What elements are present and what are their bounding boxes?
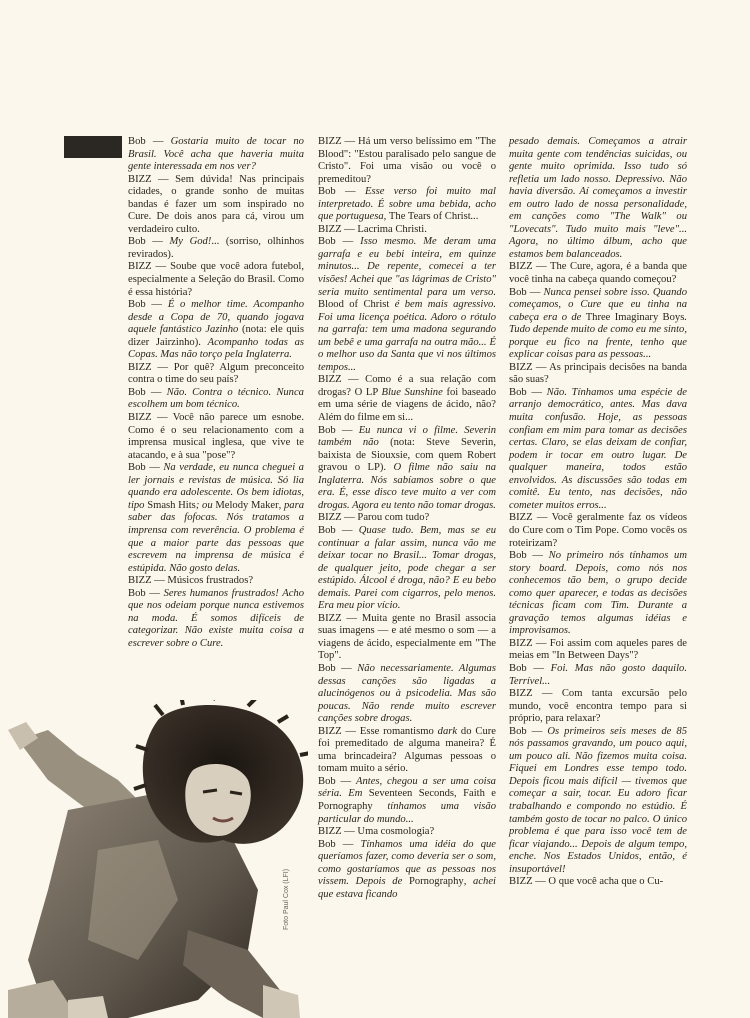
text: Bob — bbox=[509, 550, 549, 562]
musician-photo bbox=[8, 700, 308, 1018]
text: Bob — bbox=[128, 136, 171, 147]
paragraph bbox=[509, 688, 687, 726]
italic-text: Quase tudo. Bem, mas se eu continuar a falar assim, nunca vão me deixar tocar no Brasil... Tomar drogas, de qualquer jeito, pode chegar a ser estúpido. Álcool é droga, não? E eu bebo demais. Parei com cigarros, pelo menos. Era meu pior vício. bbox=[318, 524, 496, 612]
text: Melody Maker bbox=[215, 499, 279, 511]
italic-text: Blue Sunshine bbox=[381, 386, 443, 398]
paragraph bbox=[318, 776, 496, 826]
italic-text: Isso mesmo. Me deram uma garrafa e eu bebi inteira, em quinze minutos... De repente, comecei a ter visões! Achei que "as lágrimas de Cristo" seria muito sentimental para um verso. bbox=[318, 236, 496, 298]
italic-text: Não. Contra o técnico. Nunca escolhem um bom técnico. bbox=[128, 386, 304, 411]
photo-credit: Foto Paul Cox (LFI) bbox=[283, 868, 290, 930]
text: BIZZ — Soube que você adora futebol, especialmente a Seleção do Brasil. Como é essa história? bbox=[128, 261, 304, 298]
text: Seventeen Seconds, Faith e Pornography bbox=[318, 788, 496, 812]
paragraph bbox=[318, 613, 496, 663]
paragraph bbox=[318, 525, 496, 613]
paragraph bbox=[509, 550, 687, 638]
text: BIZZ — Com tanta excursão pelo mundo, você encontra tempo para si próprio, para relaxar? bbox=[509, 688, 687, 725]
text: (nota: Steve Severin, baixista de Siouxsie, com quem Robert gravou o LP). bbox=[318, 437, 496, 474]
section-tab-mark bbox=[64, 136, 122, 158]
paragraph bbox=[509, 136, 687, 261]
text: Bob — bbox=[128, 462, 164, 474]
text-column-2 bbox=[318, 136, 496, 901]
paragraph bbox=[509, 876, 687, 889]
italic-text: ... bbox=[470, 211, 479, 223]
text: Bob — bbox=[318, 524, 359, 536]
text-column-1 bbox=[128, 136, 304, 650]
paragraph bbox=[318, 224, 496, 237]
italic-text: Na verdade, eu nunca cheguei a ler jornais e revistas de música. Só lia quando era adolescente. Os bem idiotas, tipo bbox=[128, 462, 304, 511]
italic-text: é bem mais agressivo. Foi uma licença poética. Adoro o rótulo na garrafa: tem uma madona segurando um bebê e uma garrafa na outra mão... É o melhor uso da Santa que vi nos últimos tempos... bbox=[318, 299, 496, 373]
text: BIZZ — As principais decisões na banda são suas? bbox=[509, 361, 687, 386]
paragraph bbox=[128, 588, 304, 651]
text: BIZZ — The Cure, agora, é a banda que você tinha na cabeça quando começou? bbox=[509, 261, 687, 286]
paragraph bbox=[509, 512, 687, 550]
text: Bob — bbox=[318, 775, 356, 787]
italic-text: O filme não saiu na Inglaterra. Nós sabíamos sobre o que era. É, esse disco teve muito a ver com drogas. Agora eu tento não tomar drogas. bbox=[318, 462, 496, 511]
text: BIZZ — Lacrima Christi. bbox=[318, 223, 427, 235]
paragraph bbox=[509, 287, 687, 362]
paragraph bbox=[318, 663, 496, 726]
paragraph bbox=[128, 462, 304, 575]
text: BIZZ — Uma cosmologia? bbox=[318, 826, 435, 838]
text: Bob — bbox=[509, 662, 551, 674]
text: Pornography bbox=[408, 876, 464, 888]
italic-text: Esse verso foi muito mal interpretado. É sobre uma bebida, acho que portuguesa, bbox=[318, 186, 496, 223]
paragraph bbox=[318, 425, 496, 513]
text: BIZZ — Músicos frustrados? bbox=[128, 575, 254, 587]
italic-text: Seres humanos frustrados! Acho que nos odeiam porque nunca estivemos na moda. É somos difíceis de categorizar. Não existe muita coisa a escrever sobre o Cure. bbox=[128, 587, 304, 649]
italic-text: Eu nunca vi o filme. Severin também não bbox=[318, 424, 496, 449]
paragraph bbox=[128, 362, 304, 387]
text: Bob — bbox=[128, 299, 168, 311]
italic-text: ; ou bbox=[195, 499, 216, 511]
paragraph bbox=[509, 638, 687, 663]
paragraph bbox=[318, 186, 496, 224]
text: The Tears of Christ bbox=[388, 211, 471, 223]
paragraph bbox=[318, 236, 496, 374]
paragraph bbox=[318, 136, 496, 186]
italic-text: Os primeiros seis meses de 85 nós passamos gravando, um pouco aqui, um pouco ali. Não fizemos muita coisa. Fiquei em Londres esse tempo todo. Depois ficou mais difícil — tivemos que começar a sair, tocar. Eu adoro ficar trabalhando e compondo no estúdio. É também gosto de tocar no palco. O único problema é que para isso você tem de ficar viajando... Depois de algum tempo, enche. Nos Estados Unidos, então, é insuportável! bbox=[509, 725, 687, 875]
text: Bob — bbox=[128, 587, 164, 599]
text: BIZZ — Há um verso belíssimo em "The Blood": "Estou paralisado pelo sangue de Cristo". Foi uma visão ou você o premeditou? bbox=[318, 136, 496, 185]
italic-text: Não. Tínhamos uma espécie de arranjo democrático, antes. Mas dava muita confusão. Hoje, as pessoas confiam em mim para tomar as decisões certas. Claro, se elas deixam de confiar, podem ir tocar em outro lugar. De qualquer maneira, todos estão envolvidos. As discussões são todas em comitê. Eu tento, nas decisões, não cometer muitos erros... bbox=[509, 386, 687, 511]
text: BIZZ — Muita gente no Brasil associa suas imagens — e até mesmo o som — a viagens de ácido, especialmente em "The Top". bbox=[318, 612, 496, 662]
italic-text: Nunca pensei sobre isso. Quando começamos, o Cure que eu tinha na cabeça era o de bbox=[509, 286, 687, 323]
italic-text: Gostaria muito de tocar no Brasil. Você acha que haveria muita gente interessada em nos ver? bbox=[128, 136, 304, 173]
text: BIZZ — Você não parece um esnobe. Como é o seu relacionamento com a imprensa musical inglesa, que vive te atacando, e à sua "pose"? bbox=[128, 412, 304, 461]
paragraph bbox=[318, 512, 496, 525]
paragraph bbox=[509, 663, 687, 688]
text: BIZZ — O que você acha que o Cu- bbox=[509, 876, 664, 888]
italic-text: dark bbox=[437, 725, 458, 737]
text: Bob — bbox=[509, 386, 547, 398]
paragraph bbox=[509, 261, 687, 286]
text: foi baseado em uma série de viagens de ácido, não? Além do filme em si... bbox=[318, 386, 496, 424]
paragraph bbox=[128, 261, 304, 299]
text: BIZZ — Esse romantismo bbox=[318, 725, 438, 737]
text: Bob — bbox=[318, 424, 359, 436]
paragraph bbox=[128, 174, 304, 237]
paragraph bbox=[128, 387, 304, 412]
italic-text: pesado demais. Começamos a atrair muita gente com tendências suicidas, ou gente muito oprimida. Isso tudo só refletia um lado nosso. Depressivo. Não havia diversão. Aí começamos a investir em outro lado de nossa personalidade, em canções como "The Walk" ou "Lovecats". Tudo muito mais "leve"... Agora, no último álbum, acho que estamos bem balanceados. bbox=[509, 136, 687, 260]
italic-text: Foi. Mas não gosto daquilo. Terrível... bbox=[509, 662, 687, 687]
text-column-3 bbox=[509, 136, 687, 889]
italic-text: My God! bbox=[169, 236, 212, 248]
paragraph bbox=[509, 387, 687, 512]
paragraph bbox=[128, 236, 304, 261]
paragraph bbox=[128, 136, 304, 174]
paragraph bbox=[128, 299, 304, 362]
text: Three Imaginary Boys bbox=[585, 311, 685, 323]
italic-text: . Tudo depende muito de como eu me sinto, porque eu fico na frente, tenho que explicar coisas para as pessoas... bbox=[509, 311, 687, 361]
paragraph bbox=[318, 374, 496, 424]
text: do Cure foi premeditado de alguma maneira? É uma brincadeira? Algumas pessoas o tomam muito a sério. bbox=[318, 725, 496, 775]
text: BIZZ — Como é a sua relação com drogas? O LP bbox=[318, 374, 496, 398]
paragraph bbox=[509, 362, 687, 387]
text: Bob — bbox=[318, 186, 365, 198]
paragraph bbox=[509, 726, 687, 877]
text: Bob — bbox=[318, 236, 361, 248]
italic-text: É o melhor time. Acompanho desde a Copa de 70, quando jogava aquele fantástico Jazinho bbox=[128, 299, 304, 336]
italic-text: tínhamos uma visão particular do mundo... bbox=[318, 800, 496, 825]
italic-text: No primeiro nós tínhamos um story board. Depois, como nós nos conhecemos tão bem, o grupo decide como quer aparecer, e todas as decisões técnicas ficam com Tim. Durante a gravação temos algumas idéias e improvisamos. bbox=[509, 550, 687, 637]
paragraph bbox=[318, 826, 496, 839]
text: Bob — bbox=[509, 286, 544, 298]
text: Bob — bbox=[318, 662, 358, 674]
text: Bob — bbox=[318, 838, 361, 850]
italic-text: , para saber das fofocas. Nós tratamos a imprensa com reverência. O problema é que a maior parte das pessoas que escrevem na imprensa de música é estúpida. Não gosto delas. bbox=[128, 499, 305, 574]
italic-text: Antes, chegou a ser uma coisa séria. Em bbox=[318, 775, 496, 800]
text: ... (sorriso, olhinhos revirados). bbox=[128, 236, 305, 260]
paragraph bbox=[128, 575, 304, 588]
text: BIZZ — Foi assim com aqueles pares de meias em "In Between Days"? bbox=[509, 637, 687, 662]
text: Bob — bbox=[509, 725, 548, 737]
italic-text: Não necessariamente. Algumas dessas canções são ligadas a alucinógenos ou à psicodelia. Mas são poucas. Não rende muito escrever canções sobre drogas. bbox=[318, 662, 496, 725]
paragraph bbox=[318, 839, 496, 902]
paragraph bbox=[128, 412, 304, 462]
text: Blood of Christ bbox=[318, 299, 390, 311]
text: BIZZ — Você geralmente faz os vídeos do Cure com o Tim Pope. Como vocês os roteirizam? bbox=[509, 512, 687, 549]
text: Bob — bbox=[128, 236, 170, 248]
text: BIZZ — Parou com tudo? bbox=[318, 512, 430, 524]
text: BIZZ — Por quê? Algum preconceito contra o time do seu país? bbox=[128, 361, 304, 386]
text: Smash Hits bbox=[147, 499, 196, 511]
paragraph bbox=[318, 726, 496, 776]
italic-text: Acompanho todas as Copas. Mas não torço pela Inglaterra. bbox=[128, 336, 305, 361]
italic-text: , achei que estava ficando bbox=[318, 876, 496, 900]
text: BIZZ — Sem dúvida! Nas principais cidades, o grande sonho de muitas bandas é fazer um som inspirado no Cure. De dois anos para cá, virou um verdadeiro culto. bbox=[128, 173, 304, 235]
text: Bob — bbox=[128, 386, 167, 398]
italic-text: Tínhamos uma idéia do que queríamos fazer, como deveria ser o som, como gostaríamos que as pessoas nos vissem. Depois de bbox=[318, 838, 496, 888]
text: (nota: ele quis dizer Jairzinho). bbox=[128, 324, 304, 348]
